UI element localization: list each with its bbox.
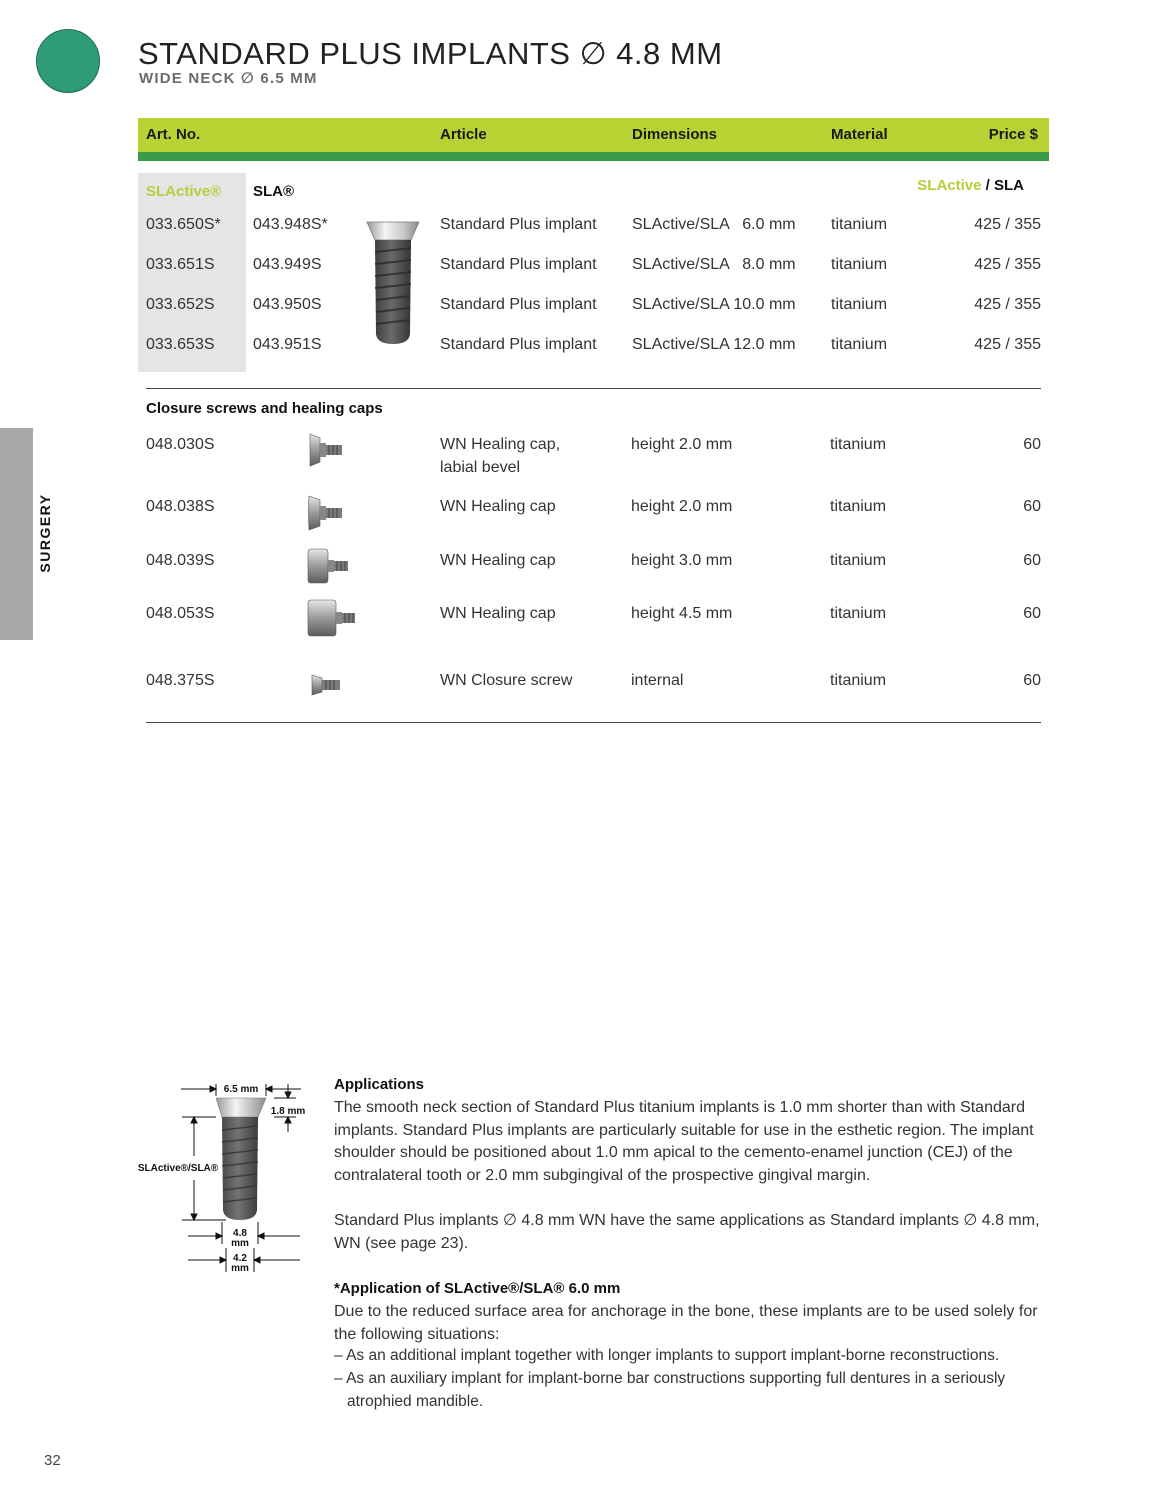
- price: 425 / 355: [974, 216, 1041, 233]
- applications-paragraph-1: The smooth neck section of Standard Plus titanium implants is 1.0 mm shorter than with Standard implants. Standard Plus implants are particularly suitable for use in the esthetic region. The implant shoulder should be positioned about 1.0 mm apical to the cemento-enamel junction (CEJ) of the contralateral tooth or 2.0 mm subgingival of the prospective gingival margin.: [334, 1099, 1034, 1184]
- dimensions: SLActive/SLA 10.0 mm: [632, 296, 796, 313]
- material: titanium: [830, 498, 887, 515]
- dimensions: height 4.5 mm: [631, 605, 733, 622]
- section-color-circle: [36, 29, 100, 93]
- material: titanium: [831, 296, 888, 313]
- applications-paragraph-2: Standard Plus implants ∅ 4.8 mm WN have the same applications as Standard implants ∅ 4.8 mm, WN (see page 23).: [334, 1212, 1040, 1252]
- dim-body-diameter: 4.8: [233, 1228, 247, 1239]
- material: titanium: [831, 256, 888, 273]
- price: 425 / 355: [974, 296, 1041, 313]
- slactive-art-no: 033.653S: [146, 336, 215, 353]
- sla-variant-label: SLA®: [253, 183, 295, 200]
- slactive-variant-label: SLActive®: [146, 183, 222, 200]
- material: titanium: [830, 552, 887, 569]
- article: Standard Plus implant: [440, 256, 597, 273]
- price: 60: [1023, 436, 1041, 453]
- article: WN Healing cap: [440, 605, 556, 622]
- article: Standard Plus implant: [440, 336, 597, 353]
- price-legend: [917, 177, 1024, 194]
- art-no: 048.039S: [146, 552, 215, 569]
- applications-title: Applications: [334, 1076, 425, 1093]
- dim-surface: SLActive®/SLA®: [137, 1163, 219, 1174]
- price-legend-sep: /: [981, 177, 994, 194]
- material: titanium: [830, 605, 887, 622]
- page-subtitle: WIDE NECK ∅ 6.5 MM: [139, 70, 318, 87]
- dimensions: SLActive/SLA 6.0 mm: [632, 216, 796, 233]
- healing-cap-image: [306, 596, 358, 642]
- article: WN Healing cap: [440, 552, 556, 569]
- price: 425 / 355: [974, 256, 1041, 273]
- price: 60: [1023, 672, 1041, 689]
- implant-dimension-diagram: [136, 1076, 316, 1276]
- dimensions: height 3.0 mm: [631, 552, 733, 569]
- art-no: 048.053S: [146, 605, 215, 622]
- slactive-art-no: 033.652S: [146, 296, 215, 313]
- dim-top-width: 6.5 mm: [223, 1084, 259, 1095]
- price-legend-sla: SLA: [994, 177, 1024, 194]
- page-number: 32: [44, 1452, 61, 1469]
- art-no: 048.030S: [146, 436, 215, 453]
- col-header-art-no: Art. No.: [146, 126, 201, 143]
- application-bullet-1: – As an additional implant together with longer implants to support implant-borne reconstructions.: [334, 1347, 1000, 1364]
- col-header-material: Material: [831, 126, 888, 143]
- article: WN Closure screw: [440, 672, 573, 689]
- dimensions: SLActive/SLA 8.0 mm: [632, 256, 796, 273]
- sla-art-no: 043.950S: [253, 296, 322, 313]
- art-no: 048.038S: [146, 498, 215, 515]
- sla-art-no: 043.949S: [253, 256, 322, 273]
- price: 60: [1023, 552, 1041, 569]
- dimensions: height 2.0 mm: [631, 436, 733, 453]
- table-header-stripe: [138, 152, 1049, 161]
- healing-cap-image: [306, 544, 352, 590]
- table-bottom-rule: [146, 722, 1041, 723]
- article: WN Healing cap: [440, 498, 556, 515]
- page-title: STANDARD PLUS IMPLANTS ∅ 4.8 MM: [138, 36, 723, 71]
- application-bullet-2: – As an auxiliary implant for implant-borne bar constructions supporting full dentures in a seriously atrophied mandible.: [334, 1370, 1006, 1410]
- dim-core-diameter-unit: mm: [231, 1263, 249, 1274]
- price-legend-slactive: SLActive: [917, 177, 982, 194]
- article: Standard Plus implant: [440, 216, 597, 233]
- dim-core-diameter: 4.2: [233, 1253, 247, 1264]
- material: titanium: [831, 216, 888, 233]
- art-no: 048.375S: [146, 672, 215, 689]
- application-6mm-paragraph: Due to the reduced surface area for anchorage in the bone, these implants are to be used solely for the following situations:: [334, 1303, 1038, 1343]
- sla-art-no: 043.948S*: [253, 216, 328, 233]
- article: WN Healing cap,: [440, 436, 561, 453]
- section-divider: [146, 388, 1041, 389]
- material: titanium: [830, 436, 887, 453]
- table-header-bar: [138, 118, 1049, 152]
- slactive-art-no: 033.651S: [146, 256, 215, 273]
- material: titanium: [830, 672, 887, 689]
- side-tab-label: SURGERY: [37, 493, 53, 573]
- dim-body-diameter-unit: mm: [231, 1238, 249, 1249]
- dimensions: SLActive/SLA 12.0 mm: [632, 336, 796, 353]
- col-header-dimensions: Dimensions: [632, 126, 718, 143]
- application-6mm-title: *Application of SLActive®/SLA® 6.0 mm: [334, 1280, 621, 1297]
- article-line2: labial bevel: [440, 459, 521, 476]
- price: 60: [1023, 498, 1041, 515]
- dimensions: height 2.0 mm: [631, 498, 733, 515]
- implant-image: [364, 218, 422, 346]
- sla-art-no: 043.951S: [253, 336, 322, 353]
- closure-screw-image: [310, 672, 344, 698]
- dim-neck-height: 1.8 mm: [270, 1106, 306, 1117]
- article: Standard Plus implant: [440, 296, 597, 313]
- col-header-price: Price $: [988, 126, 1038, 143]
- price: 60: [1023, 605, 1041, 622]
- price: 425 / 355: [974, 336, 1041, 353]
- col-header-article: Article: [440, 126, 487, 143]
- healing-cap-image: [306, 428, 346, 472]
- material: titanium: [831, 336, 888, 353]
- closure-section-title: Closure screws and healing caps: [146, 400, 383, 417]
- side-tab: [0, 428, 33, 640]
- slactive-art-no: 033.650S*: [146, 216, 221, 233]
- dimensions: internal: [631, 672, 684, 689]
- healing-cap-image: [306, 490, 346, 536]
